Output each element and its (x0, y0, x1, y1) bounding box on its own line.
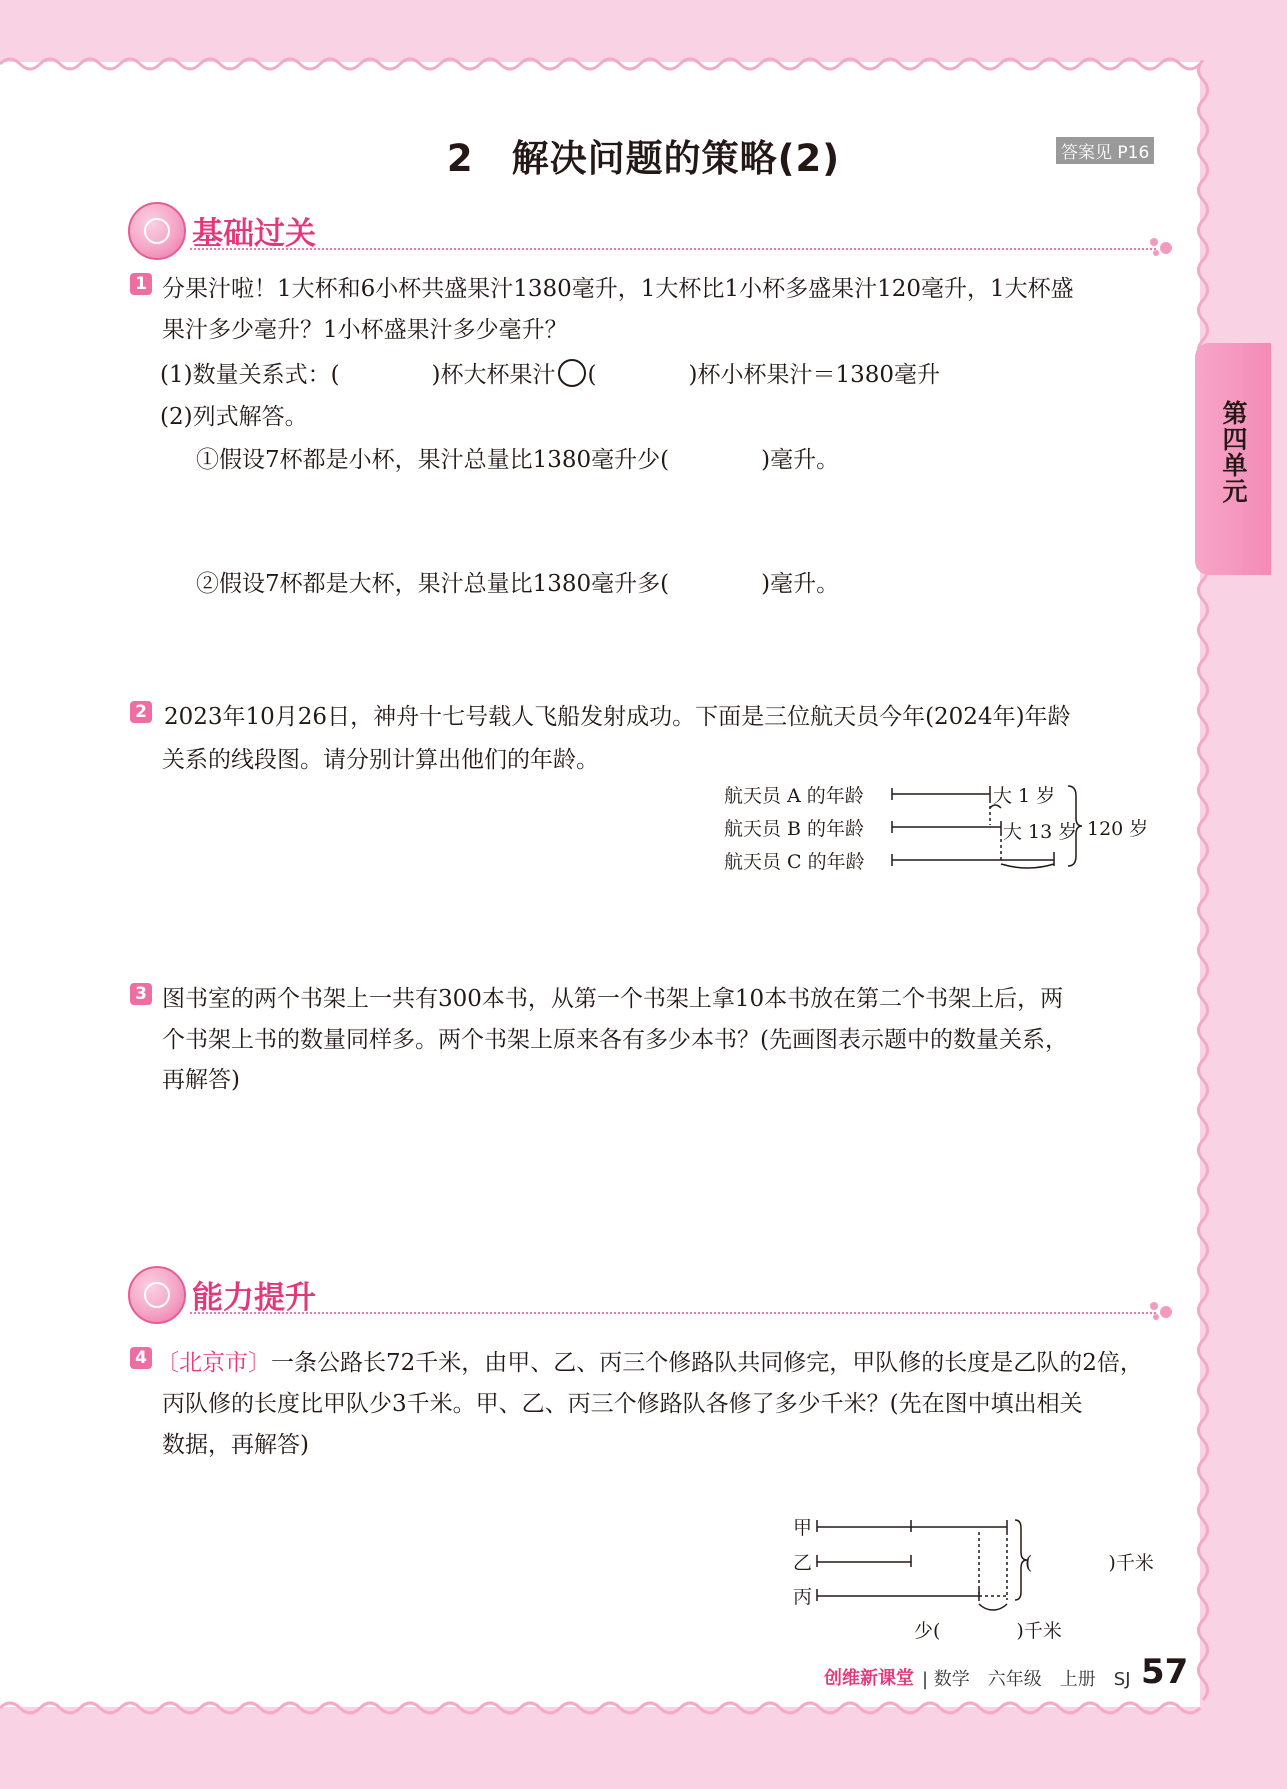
question-number-2: 2 (130, 701, 152, 723)
question-number-1: 1 (130, 273, 152, 295)
q1-part2: (2)列式解答。 (160, 404, 308, 430)
diff-bc-label: 大 13 岁 (1003, 821, 1078, 843)
q4-text-line3: 数据，再解答) (162, 1432, 309, 1458)
total-age-label: 120 岁 (1087, 818, 1149, 840)
q4-text-line1 (156, 1344, 1143, 1377)
q4-text-line1-body: 一条公路长72千米，由甲、乙、丙三个修路队共同修完，甲队修的长度是乙队的2倍， (271, 1350, 1143, 1376)
footer-meta: | 数学 六年级 上册 SJ (922, 1669, 1131, 1690)
page-title: 2 解决问题的策略(2) (446, 137, 841, 180)
region-tag: 〔北京市〕 (156, 1350, 271, 1376)
section-header-basic (128, 202, 1173, 260)
diagram-label-a: 航天员 A 的年龄 (724, 785, 864, 807)
decor-dots-icon (1150, 238, 1180, 258)
operator-circle-blank[interactable] (558, 359, 586, 387)
less-length-blank: 少( )千米 (914, 1620, 1062, 1642)
question-number-3: 3 (130, 983, 152, 1005)
footer-brand: 创维新课堂 (824, 1668, 914, 1689)
q3-text-line2: 个书架上书的数量同样多。两个书架上原来各有多少本书？(先画图表示题中的数量关系， (162, 1027, 1068, 1053)
team-label-bing: 丙 (793, 1586, 813, 1608)
q3-text-line1: 图书室的两个书架上一共有300本书，从第一个书架上拿10本书放在第二个书架上后，两 (162, 986, 1064, 1012)
q4-text-line2: 丙队修的长度比甲队少3千米。甲、乙、丙三个修路队各修了多少千米？(先在图中填出相关 (162, 1391, 1083, 1417)
road-line-segment-diagram (815, 1510, 1025, 1620)
question-number-4: 4 (130, 1347, 152, 1369)
q1-step2: ②假设7杯都是大杯，果汁总量比1380毫升多( )毫升。 (196, 571, 840, 597)
q1-part1-left: (1)数量关系式：( )杯大杯果汁 (160, 362, 556, 388)
mascot-icon (128, 202, 186, 260)
q1-step1: ①假设7杯都是小杯，果汁总量比1380毫升少( )毫升。 (196, 447, 840, 473)
section-title-advanced: 能力提升 (192, 1280, 316, 1316)
q1-part1 (160, 356, 940, 389)
q1-text-line2: 果汁多少毫升？1小杯盛果汁多少毫升？ (162, 317, 568, 343)
diagram-label-b: 航天员 B 的年龄 (724, 818, 865, 840)
page-sheet (0, 62, 1200, 1707)
q2-text-line2: 关系的线段图。请分别计算出他们的年龄。 (162, 747, 599, 773)
diagram-label-c: 航天员 C 的年龄 (724, 851, 865, 873)
section-title-basic: 基础过关 (192, 216, 316, 252)
q3-text-line3: 再解答) (162, 1067, 240, 1093)
team-label-jia: 甲 (793, 1517, 813, 1539)
section-divider (190, 248, 1156, 250)
q1-part1-right: ( )杯小杯果汁＝1380毫升 (587, 362, 941, 388)
diff-ab-label: 大 1 岁 (993, 785, 1056, 807)
section-divider (190, 1312, 1156, 1314)
wavy-border-bottom (0, 1696, 1210, 1720)
wavy-border-top (0, 52, 1210, 76)
total-length-blank: ( )千米 (1025, 1552, 1154, 1574)
wavy-border-right (1192, 60, 1214, 1710)
mascot-icon (128, 1266, 186, 1324)
team-label-yi: 乙 (793, 1552, 813, 1574)
answer-reference-badge: 答案见 P16 (1056, 137, 1154, 164)
section-header-advanced (128, 1266, 1173, 1324)
page-number: 57 (1141, 1652, 1189, 1692)
q1-text-line1: 分果汁啦！1大杯和6小杯共盛果汁1380毫升，1大杯比1小杯多盛果汁120毫升，1大杯盛 (162, 276, 1074, 302)
q2-text-line1: 2023年10月26日，神舟十七号载人飞船发射成功。下面是三位航天员今年(2024年)年龄 (164, 704, 1071, 730)
unit-side-tab-label: 第四单元 (1219, 400, 1248, 504)
decor-dots-icon (1150, 1302, 1180, 1322)
